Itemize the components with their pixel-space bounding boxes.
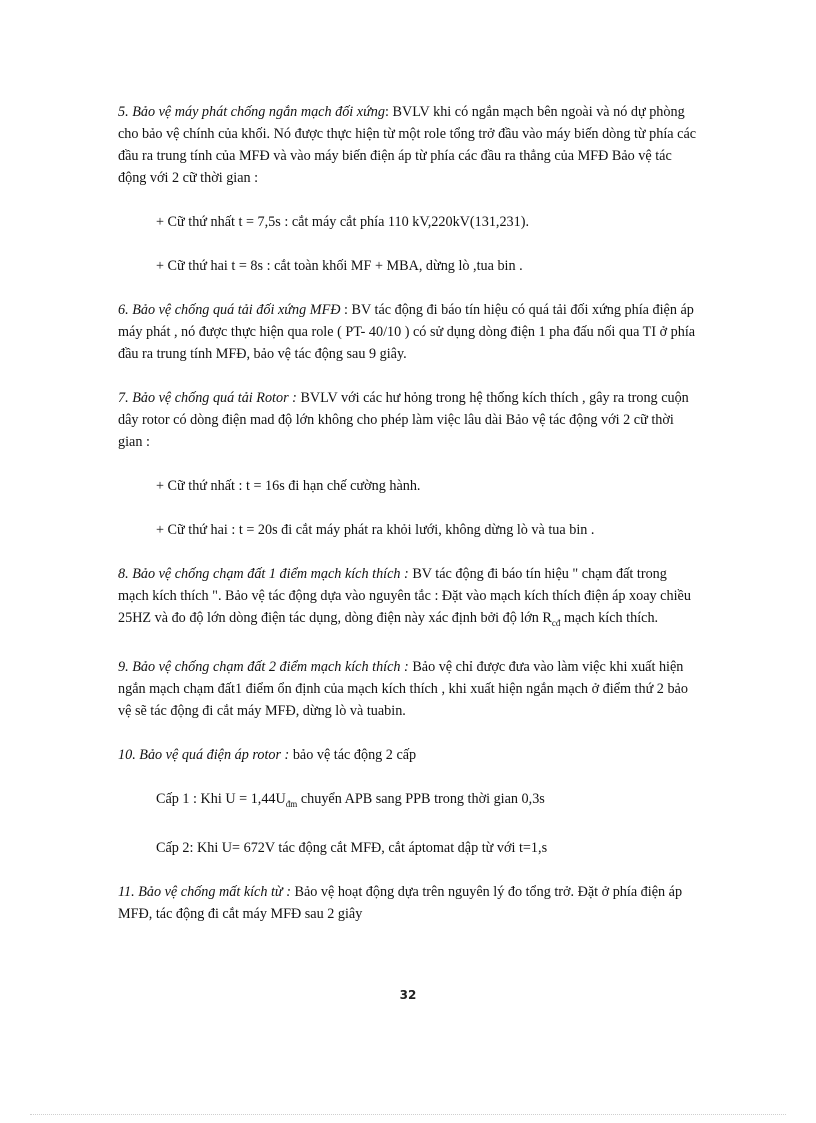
section-8-subscript: cđ <box>551 617 561 628</box>
section-5-body: : BVLV khi có ngắn mạch bên ngoài và nó dự phòng cho bảo vệ chính của khối. Nó được thực hiện từ một role tổng trở đầu vào máy biến dòng từ phía các đầu ra trung tính của MFĐ và vào máy biến điện áp từ phía các đầu ra thẳng của MFĐ Bảo vệ tác động với 2 cữ thời gian : <box>118 104 697 186</box>
section-10-body: bảo vệ tác động 2 cấp <box>289 746 417 763</box>
section-8-tail: mạch kích thích. <box>560 610 659 626</box>
section-7-item-2: + Cữ thứ hai : t = 20s đi cắt máy phát ra khỏi lưới, không dừng lò và tua bin . <box>156 522 595 538</box>
section-5-item-1: + Cữ thứ nhất t = 7,5s : cắt máy cắt phía 110 kV,220kV(131,231). <box>156 214 530 230</box>
section-8-heading: 8. Bảo vệ chống chạm đất 1 điểm mạch kích thích : <box>118 566 409 582</box>
section-10-item-1-pre: Cấp 1 : Khi U = 1,44U <box>156 790 286 807</box>
section-11-body: Bảo vệ hoạt động dựa trên nguyên lý đo tổng trở. Đặt ở phía điện áp MFĐ, tác động đi cắt máy MFĐ sau 2 giây <box>118 883 683 922</box>
section-8-body: BV tác động đi báo tín hiệu " chạm đất trong mạch kích thích ". Bảo vệ tác động dựa vào nguyên tắc : Đặt vào mạch kích thích điện áp xoay chiều 25HZ và đo độ lớn dòng điện tác dụng, dòng điện này xác định bởi độ lớn R <box>118 566 691 626</box>
section-7-body: BVLV với các hư hỏng trong hệ thống kích thích , gây ra trong cuộn dây rotor có dòng điện mad độ lớn không cho phép làm việc lâu dài Bảo vệ tác động với 2 cữ thời gian : <box>118 390 689 450</box>
section-10-item-1 <box>156 788 698 815</box>
page-number: 32 <box>399 988 417 1002</box>
page-bottom-divider <box>30 1114 786 1115</box>
section-9-body: Bảo vệ chỉ được đưa vào làm việc khi xuất hiện ngắn mạch chạm đất1 điểm ổn định của mạch kích thích , khi xuất hiện ngắn mạch ở điểm thứ 2 bảo vệ sẽ tác động đi cắt máy MFĐ, dừng lò và tuabin. <box>118 658 688 719</box>
section-7-item-1: + Cữ thứ nhất : t = 16s đi hạn chế cường hành. <box>156 478 421 494</box>
section-6-heading: 6. Bảo vệ chống quá tải đối xứng MFĐ <box>118 302 341 318</box>
section-7-heading: 7. Bảo vệ chống quá tải Rotor : <box>118 390 297 406</box>
section-10-item-1-subscript: đm <box>285 798 298 809</box>
section-5-heading: 5. Bảo vệ máy phát chống ngắn mạch đối xứng <box>118 104 385 120</box>
section-5-item-2: + Cữ thứ hai t = 8s : cắt toàn khối MF + MBA, dừng lò ,tua bin . <box>156 258 523 274</box>
section-11 <box>118 881 698 925</box>
section-10-item-2: Cấp 2: Khi U= 672V tác động cắt MFĐ, cắt áptomat dập từ với t=1,s <box>156 839 548 856</box>
section-6 <box>118 299 698 365</box>
section-9-heading: 9. Bảo vệ chống chạm đất 2 điểm mạch kích thích : <box>118 658 409 675</box>
section-11-heading: 11. Bảo vệ chống mất kích từ : <box>118 883 291 900</box>
section-9 <box>118 656 698 722</box>
section-6-body: : BV tác động đi báo tín hiệu có quá tải đối xứng phía điện áp máy phát , nó được thực hiện qua role ( PT- 40/10 ) có sử dụng dòng điện 1 pha đấu nối qua TI ở phía đầu ra trung tính MFĐ, bảo vệ tác động sau 9 giây. <box>118 302 696 362</box>
section-10-heading: 10. Bảo vệ quá điện áp rotor : <box>118 746 290 763</box>
section-8 <box>118 563 698 634</box>
page-content <box>118 101 698 947</box>
section-10-item-1-post: chuyển APB sang PPB trong thời gian 0,3s <box>297 790 545 807</box>
section-10 <box>118 744 698 766</box>
section-7 <box>118 387 698 453</box>
section-5 <box>118 101 698 189</box>
